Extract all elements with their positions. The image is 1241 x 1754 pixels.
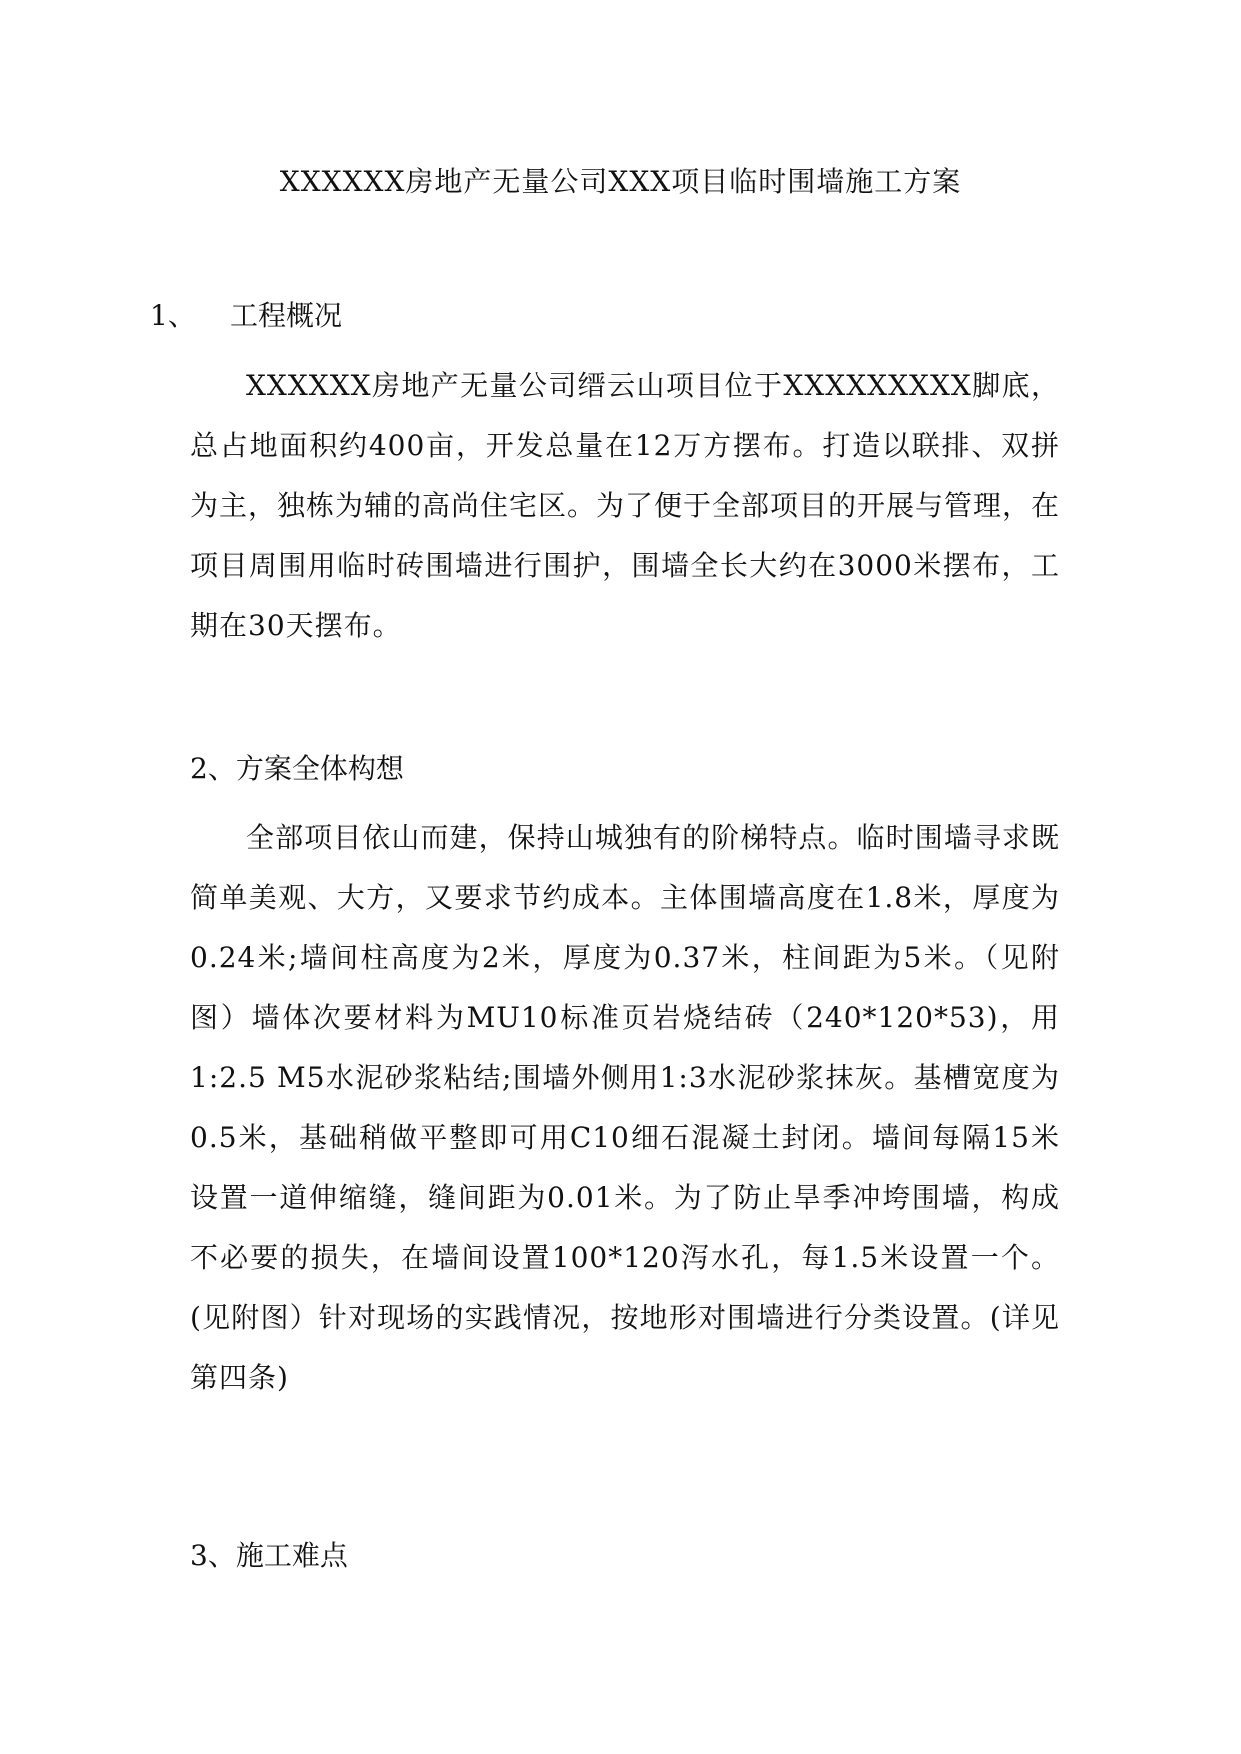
section-paragraph-1: XXXXXX房地产无量公司缙云山项目位于XXXXXXXXX脚底，总占地面积约400亩，开发总量在12万方摆布。打造以联排、双拼为主，独栋为辅的高尚住宅区。为了便于全部项目的开展与管理，在项目周围用临时砖围墙进行围护，围墙全长大约在3000米摆布，工期在30天摆布。 bbox=[190, 369, 1061, 642]
section-paragraph-2: 全部项目依山而建，保持山城独有的阶梯特点。临时围墙寻求既简单美观、大方，又要求节约成本。主体围墙高度在1.8米，厚度为0.24米;墙间柱高度为2米，厚度为0.37米，柱间距为5米。（见附图）墙体次要材料为MU10标准页岩烧结砖（240*120*53)，用1:2.5 M5水泥砂浆粘结;围墙外侧用1:3水泥砂浆抹灰。基槽宽度为0.5米，基础稍做平整即可用C10细石混凝土封闭。墙间每隔15米设置一道伸缩缝，缝间距为0.01米。为了防止旱季冲垮围墙，构成不必要的损失，在墙间设置100*120泻水孔，每1.5米设置一个。(见附图）针对现场的实践情况，按地形对围墙进行分类设置。(详见第四条) bbox=[190, 821, 1060, 1394]
section-number-3: 3、 bbox=[190, 1539, 236, 1572]
document-title: XXXXXX房地产无量公司XXX项目临时围墙施工方案 bbox=[279, 165, 962, 198]
section-title-1: 工程概况 bbox=[230, 299, 343, 332]
section-heading-3 bbox=[190, 1536, 348, 1576]
section-title-3: 施工难点 bbox=[235, 1539, 348, 1572]
section-heading-2 bbox=[190, 749, 404, 789]
section-title-2: 方案全体构想 bbox=[235, 752, 404, 785]
section-number-1: 1、 bbox=[150, 299, 196, 332]
section-number-2: 2、 bbox=[190, 752, 236, 785]
section-heading-1 bbox=[150, 296, 342, 336]
